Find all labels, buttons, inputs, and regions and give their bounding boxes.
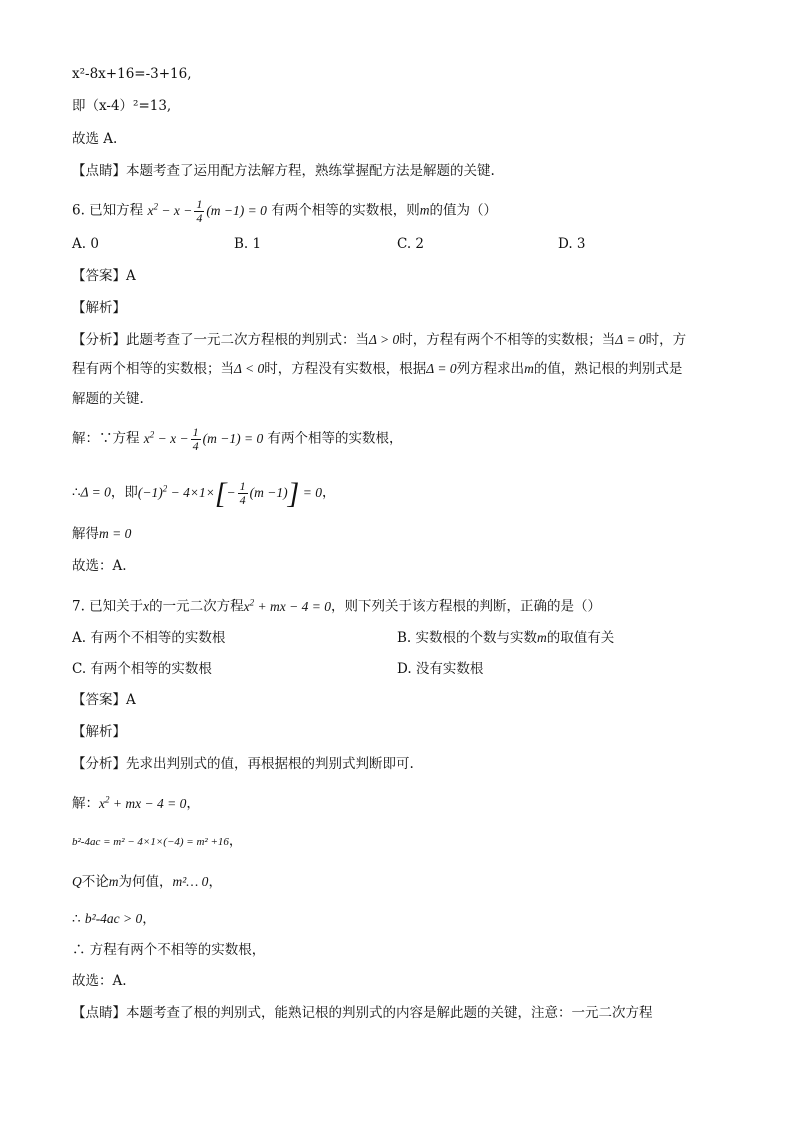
q7-analysis: 【分析】先求出判别式的值，再根据根的判别式判断即可. [72, 756, 414, 772]
q7-answer: 【答案】A [72, 692, 136, 708]
equation-line-1: x²-8x+16=-3+16, [72, 66, 192, 82]
q6-option-d: D. 3 [558, 236, 586, 252]
question-6-prefix: 6. 已知方程 [72, 202, 144, 219]
q6-option-b: B. 1 [234, 236, 262, 252]
q6-solution-line-2: ∴Δ = 0，即$(-1)^2 - 4\times 1\times[-$ $\frac{1}{4}$ (m −1)] = 0， [72, 476, 336, 510]
q7-option-a: A. 有两个不相等的实数根 [72, 630, 226, 646]
comment-line: 【点睛】本题考查了运用配方法解方程，熟练掌握配方法是解题的关键. [72, 163, 495, 179]
q6-analysis-line-2: 程有两个相等的实数根；当Δ < 0时，方程没有实数根，根据Δ = 0列方程求出m的值，熟记根的判别式是 [72, 361, 683, 377]
q6-analysis-line-1: 【分析】此题考查了一元二次方程根的判别式：当Δ > 0时，方程有两个不相等的实数根；当Δ = 0时，方 [72, 332, 687, 348]
q7-solution-line-5: ∴ 方程有两个不相等的实数根， [72, 942, 266, 958]
question-7: 7. 已知关于x的一元二次方程$x^2$ + mx − 4 = 0，则下列关于该方程根的判断，正确的是（） [72, 597, 601, 615]
q7-comment: 【点睛】本题考查了根的判别式，能熟记根的判别式的内容是解此题的关键，注意：一元二次方程 [72, 1005, 653, 1021]
q6-equation: $x^2 - x$ − $\frac{1}{4}$ (m −1) = 0 [147, 196, 267, 225]
q7-solution-line-1: 解：$x^2$ + mx − 4 = 0， [72, 794, 200, 812]
q7-selection: 故选：A. [72, 973, 127, 989]
q6-option-c: C. 2 [397, 236, 425, 252]
q6-option-a: A. 0 [72, 236, 99, 252]
q6-analysis-heading: 【解析】 [72, 300, 126, 316]
equation-line-2: 即（x-4）²=13, [72, 98, 172, 114]
q7-solution-line-4: ∴ b²-4ac > 0， [72, 911, 156, 927]
q7-solution-line-3: Q不论m为何值，m²… 0， [72, 874, 222, 890]
question-6: 6. 已知方程 $x^2 - x$ − $\frac{1}{4}$ (m −1) = 0 有两个相等的实数根，则m的值为（） [72, 196, 497, 225]
q6-solution-line-1: 解：∵方程 $x^2 - x$ − $\frac{1}{4}$ (m −1) = 0 有两个相等的实数根， [72, 424, 403, 453]
q7-option-c: C. 有两个相等的实数根 [72, 661, 212, 677]
q7-option-d: D. 没有实数根 [397, 661, 484, 677]
q7-solution-line-2: b²-4ac = m² − 4×1×(−4) = m² +16， [72, 833, 243, 849]
q6-solution-line-3: 解得m = 0 [72, 526, 132, 542]
q7-option-b: B. 实数根的个数与实数m的取值有关 [397, 630, 615, 646]
q6-analysis-line-3: 解题的关键. [72, 391, 144, 407]
q6-selection: 故选：A. [72, 558, 127, 574]
q7-analysis-heading: 【解析】 [72, 724, 126, 740]
fraction-quarter: $\frac{1}{4}$ [196, 196, 203, 225]
q6-answer: 【答案】A [72, 268, 136, 284]
choice-line: 故选 A. [72, 131, 118, 147]
